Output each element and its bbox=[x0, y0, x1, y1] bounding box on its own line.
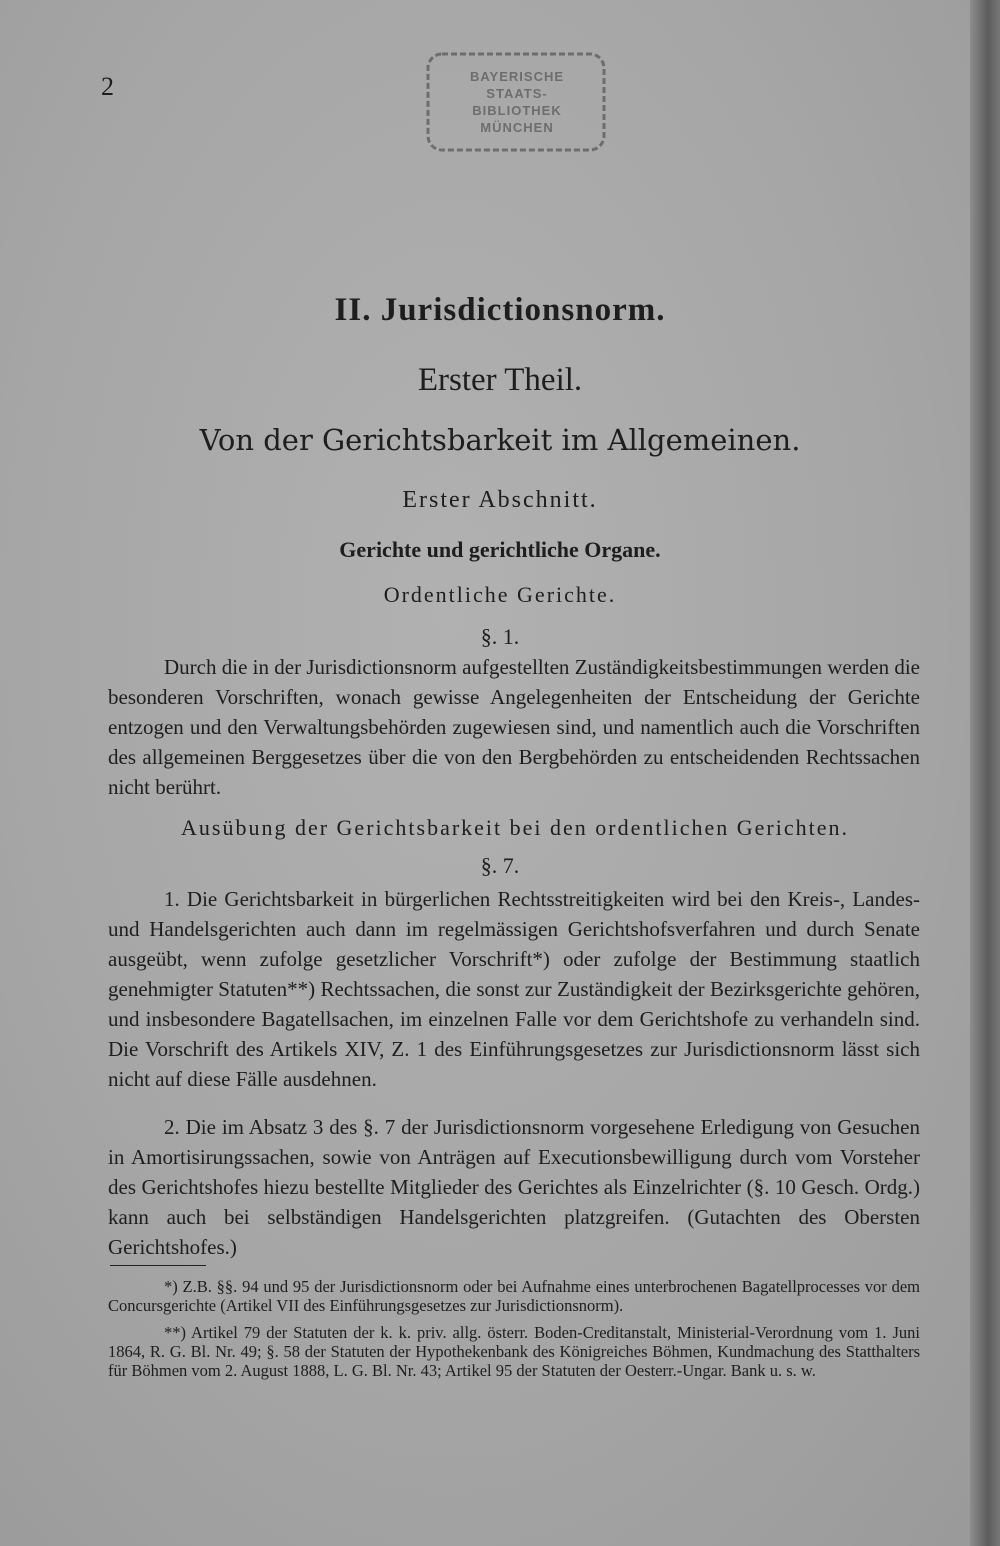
page-number: 2 bbox=[101, 72, 114, 101]
paragraph-number-7: §. 7. bbox=[480, 853, 520, 878]
subsection-heading-2: Ausübung der Gerichtsbarkeit bei den ordentlichen Gerichten. bbox=[181, 815, 849, 840]
section-title: Gerichte und gerichtliche Organe. bbox=[339, 537, 661, 562]
section-heading: Erster Abschnitt. bbox=[402, 487, 598, 513]
stamp-text bbox=[424, 68, 610, 136]
paragraph-7-item-1: 1. Die Gerichtsbarkeit in bürgerlichen Rechtsstreitigkeiten wird bei den Kreis-, Landes- und Handelsgerichten auch dann im regelmässigen Gerichtshofsverfahren und durch Senate ausgeübt, wenn zufolge gesetzlicher Vorschrift*) oder zufolge der Bestimmung staatlich genehmigter Statuten**) Rechtssachen, die sonst zur Zuständigkeit der Bezirksgerichte gehören, und insbesondere Bagatellsachen, im einzelnen Falle vor dem Gerichtshofe zu verhandeln sind. Die Vorschrift des Artikels XIV, Z. 1 des Einführungsgesetzes zur Jurisdictionsnorm lässt sich nicht auf diese Fälle ausdehnen. bbox=[108, 887, 920, 1091]
paragraph-7-item-2: 2. Die im Absatz 3 des §. 7 der Jurisdictionsnorm vorgesehene Erledigung von Gesuchen in Amortisirungssachen, sowie von Anträgen auf Executionsbewilligung durch vom Vorsteher des Gerichtshofes hiezu bestellte Mitglieder des Gerichtes als Einzelrichter (§. 10 Gesch. Ordg.) kann auch bei selbständigen Handelsgerichten platzgreifen. (Gutachten des Obersten Gerichtshofes.) bbox=[108, 1115, 920, 1259]
footnote-1: *) Z.B. §§. 94 und 95 der Jurisdictionsnorm oder bei Aufnahme eines unterbrochenen Bagatellprocesses vor dem Concursgerichte (Artikel VII des Einführungsgesetzes zur Jurisdictionsnorm). bbox=[108, 1277, 920, 1315]
stamp-line: BAYERISCHE bbox=[469, 69, 565, 84]
footnote-2: **) Artikel 79 der Statuten der k. k. priv. allg. österr. Boden-Creditanstalt, Ministerial-Verordnung vom 1. Juni 1864, R. G. Bl. Nr. 49; §. 58 der Statuten der Hypothekenbank des Königreiches Böhmen, Kundmachung des Statthalters für Böhmen vom 2. August 1888, L. G. Bl. Nr. 43; Artikel 95 der Statuten der Oesterr.-Ungar. Bank u. s. w. bbox=[108, 1323, 920, 1380]
paragraph-number-1: §. 1. bbox=[480, 624, 520, 649]
stamp-line: BIBLIOTHEK bbox=[472, 103, 562, 118]
subsection-heading: Ordentliche Gerichte. bbox=[383, 582, 617, 607]
stamp-line: STAATS- bbox=[486, 86, 548, 101]
part-subtitle: Von der Gerichtsbarkeit im Allgemeinen. bbox=[199, 423, 801, 457]
library-stamp bbox=[424, 48, 610, 156]
paragraph-1-text: Durch die in der Jurisdictionsnorm aufgestellten Zuständigkeitsbestimmungen werden die besonderen Vorschriften, wonach gewisse Angelegenheiten der Entscheidung der Gerichte entzogen und den Verwaltungsbehörden zugewiesen sind, und namentlich auch die Vorschriften des allgemeinen Berggesetzes über die von den Bergbehörden zu entscheidenden Rechtssachen nicht berührt. bbox=[108, 655, 920, 799]
part-heading: Erster Theil. bbox=[417, 362, 583, 398]
document-title: II. Jurisdictionsnorm. bbox=[334, 292, 666, 328]
stamp-line: MÜNCHEN bbox=[480, 120, 554, 135]
page-edge bbox=[970, 0, 1000, 1546]
footnote-divider bbox=[110, 1265, 206, 1266]
